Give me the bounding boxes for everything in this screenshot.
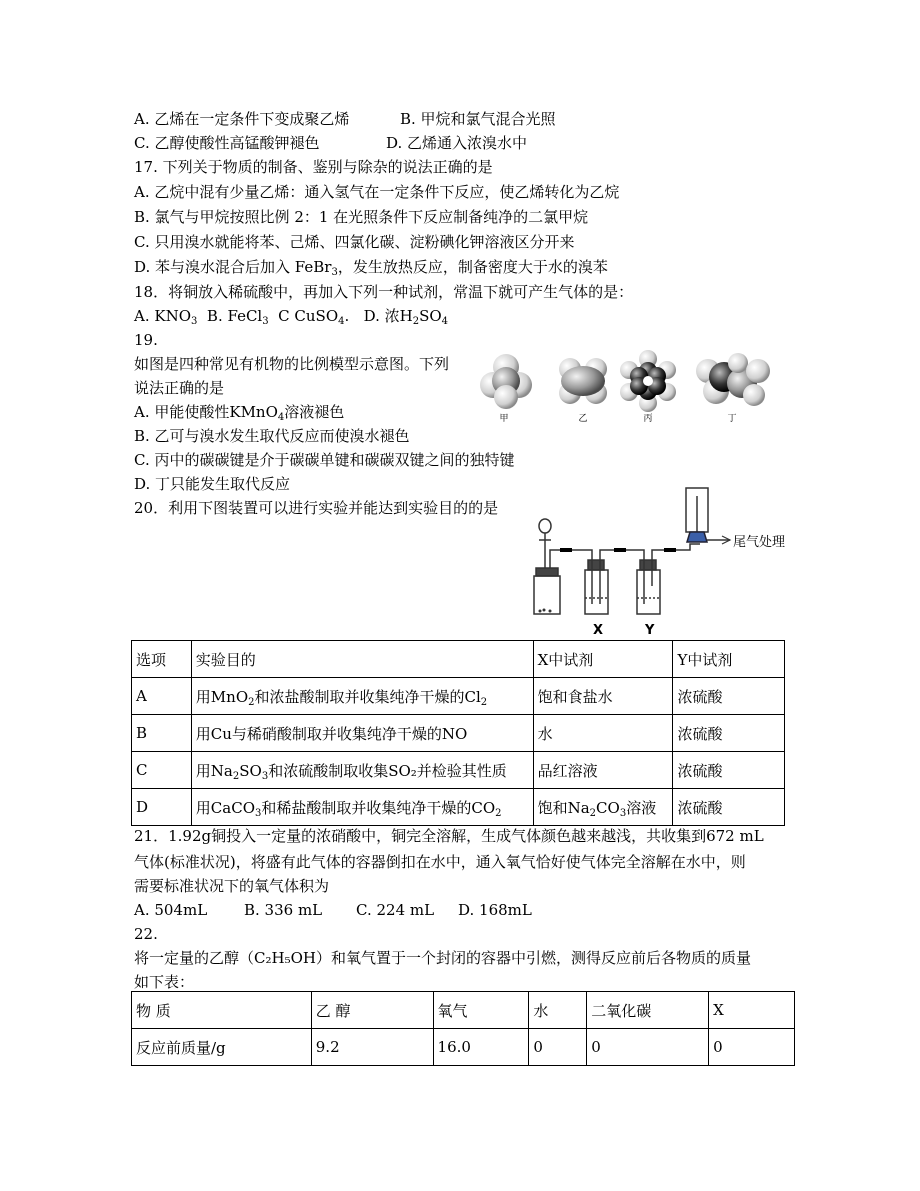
q22-number: 22.	[134, 925, 158, 943]
q19-stem-line2: 说法正确的是	[134, 379, 225, 397]
q21-line1: 21．1.92g铜投入一定量的浓硝酸中，铜完全溶解，生成气体颜色越来越浅，共收集到672 mL	[134, 827, 764, 845]
label-ding: 丁	[727, 414, 737, 424]
q19-option-d: D. 丁只能发生取代反应	[134, 475, 291, 493]
benzene-model-icon	[620, 350, 676, 412]
q21-option-d: D. 168mL	[458, 901, 532, 919]
q22-line1: 将一定量的乙醇（C₂H₅OH）和氧气置于一个封闭的容器中引燃，测得反应前后各物质的质量	[134, 949, 751, 967]
ethanol-model-icon	[696, 353, 770, 406]
q17-option-c: C. 只用溴水就能将苯、己烯、四氯化碳、淀粉碘化钾溶液区分开来	[134, 233, 575, 251]
ethylene-model-icon	[559, 358, 607, 404]
q17-stem: 17. 下列关于物质的制备、鉴别与除杂的说法正确的是	[134, 158, 493, 176]
q19-option-c: C. 丙中的碳碳键是介于碳碳单键和碳碳双键之间的独特键	[134, 451, 515, 469]
q21-option-c: C. 224 mL	[356, 901, 435, 919]
q16-option-a: A. 乙烯在一定条件下变成聚乙烯	[134, 110, 350, 128]
label-jia: 甲	[499, 414, 509, 424]
q22-line2: 如下表：	[134, 973, 195, 991]
table-row: A 用MnO$_2$和浓盐酸制取并收集纯净干燥的$Cl_2$ 饱和食盐水 浓硫酸	[132, 678, 785, 715]
header-y-reagent: Y中试剂	[673, 641, 785, 678]
q16-option-b: B. 甲烷和氯气混合光照	[400, 110, 556, 128]
q18-option-d: D. 浓$H_2SO_4$	[363, 307, 449, 327]
header-goal: 实验目的	[191, 641, 533, 678]
q18-option-a: A. $KNO_3$	[134, 307, 198, 327]
q19-stem-line1: 如图是四种常见有机物的比例模型示意图。下列	[134, 355, 450, 373]
q18-option-c: C CuSO$_4$.	[278, 307, 350, 327]
q22-table	[131, 991, 795, 1066]
label-bing: 丙	[643, 414, 653, 424]
q18-option-b: B. FeCl$_3$	[206, 307, 269, 327]
q18-options	[134, 306, 448, 326]
table-row: 反应前质量/g 9.2 16.0 0 0 0	[132, 1029, 795, 1066]
q19-option-a: A. 甲能使酸性KMnO$_4$溶液褪色	[134, 403, 345, 423]
label-yi: 乙	[578, 414, 588, 424]
molecule-models-figure	[480, 345, 800, 425]
table-header-row: 物 质 乙 醇 氧气 水 二氧化碳 X	[132, 992, 795, 1029]
header-x-reagent: X中试剂	[533, 641, 673, 678]
q16-option-d: D. 乙烯通入浓溴水中	[386, 134, 528, 152]
table-row: D 用CaCO$_3$和稀盐酸制取并收集纯净干燥的$CO_2$ 饱和$Na_2CO_3$溶液 浓硫酸	[132, 789, 785, 826]
q18-stem: 18．将铜放入稀硫酸中，再加入下列一种试剂，常温下就可产生气体的是：	[134, 283, 634, 301]
q21-option-a: A. 504mL	[134, 901, 208, 919]
table-row: C 用$Na_2SO_3$和浓硫酸制取收集SO₂并检验其性质 品红溶液 浓硫酸	[132, 752, 785, 789]
q21-option-b: B. 336 mL	[244, 901, 323, 919]
q17-option-b: B. 氯气与甲烷按照比例 2：1 在光照条件下反应制备纯净的二氯甲烷	[134, 208, 589, 226]
q19-option-b: B. 乙可与溴水发生取代反应而使溴水褪色	[134, 427, 410, 445]
bottle-x-label: X	[593, 623, 604, 638]
bottle-y-label: Y	[645, 623, 655, 638]
table-header-row	[132, 641, 785, 678]
table-row: B 用Cu与稀硝酸制取并收集纯净干燥的NO 水 浓硫酸	[132, 715, 785, 752]
q20-table	[131, 640, 785, 826]
q21-line2: 气体(标准状况)，将盛有此气体的容器倒扣在水中，通入氧气恰好使气体完全溶解在水中，则	[134, 853, 746, 871]
q17-option-a: A. 乙烷中混有少量乙烯：通入氢气在一定条件下反应，使乙烯转化为乙烷	[134, 183, 620, 201]
gas-apparatus-figure	[530, 486, 800, 641]
q21-line3: 需要标准状况下的氧气体积为	[134, 877, 330, 895]
q20-stem: 20．利用下图装置可以进行实验并能达到实验目的的是	[134, 499, 499, 517]
q17-option-d: D. 苯与溴水混合后加入 FeBr$_3$，发生放热反应，制备密度大于水的溴苯	[134, 258, 608, 278]
q16-option-c: C. 乙醇使酸性高锰酸钾褪色	[134, 134, 320, 152]
header-option: 选项	[132, 641, 192, 678]
tail-gas-label: 尾气处理	[733, 535, 786, 550]
q19-number: 19.	[134, 331, 158, 349]
methane-model-icon	[480, 354, 532, 409]
